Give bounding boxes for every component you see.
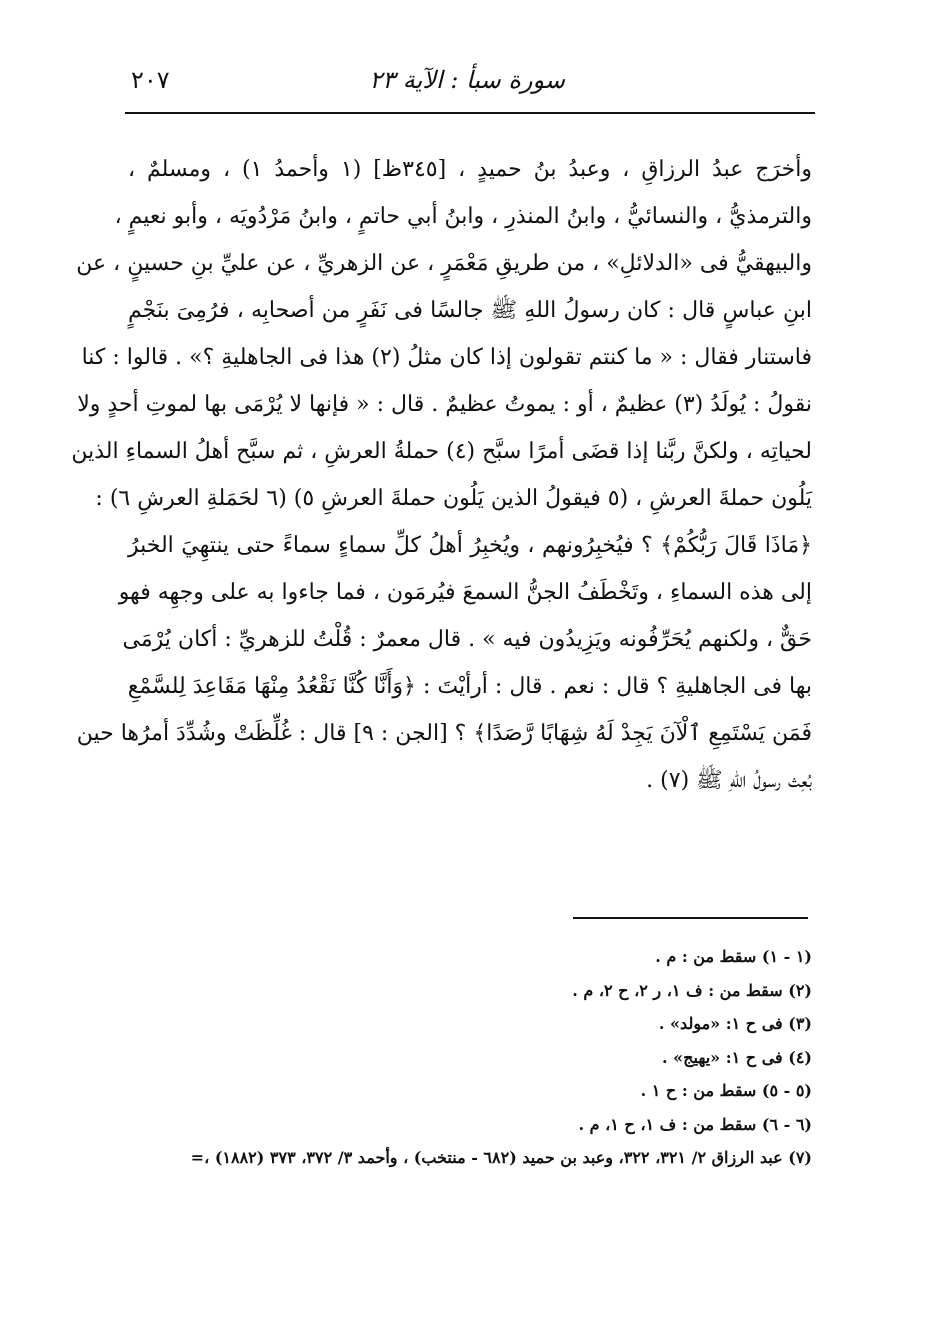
body-line: بها فى الجاهليةِ ؟ قال : نعم . قال : أرأيْتَ : ﴿وَأَنَّا كُنَّا نَقْعُدُ مِنْهَا مَقَاعِدَ لِلسَّمْعِ xyxy=(127,674,812,699)
header-title: سورة سبأ : الآية ٢٣ xyxy=(369,66,565,94)
body-line: نقولُ : يُولَدُ (٣) عظيمٌ ، أو : يموتُ عظيمٌ . قال : « فإنها لا يُرْمَى بها لموتِ أحدٍ ولا xyxy=(77,392,812,417)
body-line: إلى هذه السماءِ ، وتَخْطَفُ الجنُّ السمعَ فيُرمَون ، فما جاءوا به على وجهِه فهو xyxy=(118,580,812,605)
page-number: ٢٠٧ xyxy=(131,66,170,94)
running-header xyxy=(125,62,815,102)
footnote: (٣) فى ح ١: «مولد» . xyxy=(658,1014,812,1033)
body-line: فاستنار فقال : « ما كنتم تقولون إذا كان مثلُ (٢) هذا فى الجاهليةِ ؟» . قالوا : كنا xyxy=(81,345,812,370)
body-line: فَمَن يَسْتَمِعِ ٱلْآنَ يَجِدْ لَهُ شِهَابًا رَّصَدًا﴾ ؟ [الجن : ٩] قال : غُلِّظَتْ وشُدِّدَ أمرُها حين xyxy=(76,721,812,746)
body-line: ابنِ عباسٍ قال : كان رسولُ اللهِ ﷺ جالسًا فى نَفَرٍ من أصحابِه ، فرُمِىَ بنَجْمٍ xyxy=(128,298,812,323)
footnotes xyxy=(118,940,812,1175)
footnote: (٥ - ٥) سقط من : ح ١ . xyxy=(640,1081,812,1100)
header-rule xyxy=(125,112,815,114)
body-line: والبيهقيُّ فى «الدلائلِ» ، من طريقِ مَعْمَرٍ ، عن الزهريِّ ، عن عليِّ بنِ حسينٍ ، عن xyxy=(76,251,812,276)
body-line: ﴿مَاذَا قَالَ رَبُّكُمْ﴾ ؟ فيُخبِرُونهم ، ويُخبِرُ أهلُ كلِّ سماءٍ سماءً حتى ينتهِيَ الخبرُ xyxy=(128,533,812,558)
body-line: بُعِث رسولُ اللهِ ﷺ (٧) . xyxy=(646,768,812,793)
footnote-separator xyxy=(573,917,808,919)
body-line: يَلُون حملةَ العرشِ ، (٥ فيقولُ الذين يَلُون حملةَ العرشِ ٥) (٦ لحَمَلةِ العرشِ ٦) : xyxy=(95,486,812,511)
footnote: (٦ - ٦) سقط من : ف ١، ح ١، م . xyxy=(578,1114,812,1134)
body-line: والترمذيُّ ، والنسائيُّ ، وابنُ المنذرِ ، وابنُ أبي حاتمٍ ، وابنُ مَرْدُويَه ، وأبو نعيمٍ ، xyxy=(114,204,812,229)
footnote: (٤) فى ح ١: «يهيج» . xyxy=(662,1047,812,1067)
footnote: (١ - ١) سقط من : م . xyxy=(655,947,812,966)
footnote: (٧) عبد الرزاق ٢/ ٣٢١، ٣٢٢، وعبد بن حميد (٦٨٢ - منتخب) ، وأحمد ٣/ ٣٧٢، ٣٧٣ (١٨٨٢) ،= xyxy=(190,1148,812,1167)
body-line: وأخرَج عبدُ الرزاقِ ، وعبدُ بنُ حميدٍ ، [٣٤٥ظ] (١ وأحمدُ ١) ، ومسلمٌ ، xyxy=(128,157,812,182)
body-text xyxy=(71,146,812,804)
footnote: (٢) سقط من : ف ١، ر ٢، ح ٢، م . xyxy=(572,980,812,1000)
body-line: لحياتِه ، ولكنَّ ربَّنا إذا قضَى أمرًا سبَّح (٤) حملةُ العرشِ ، ثم سبَّح أهلُ السماءِ الذين xyxy=(71,439,812,464)
body-line: حَقٌّ ، ولكنهم يُحَرِّفُونه ويَزِيدُون فيه » . قال معمرٌ : قُلْتُ للزهريِّ : أكان يُرْمَى xyxy=(122,627,812,652)
